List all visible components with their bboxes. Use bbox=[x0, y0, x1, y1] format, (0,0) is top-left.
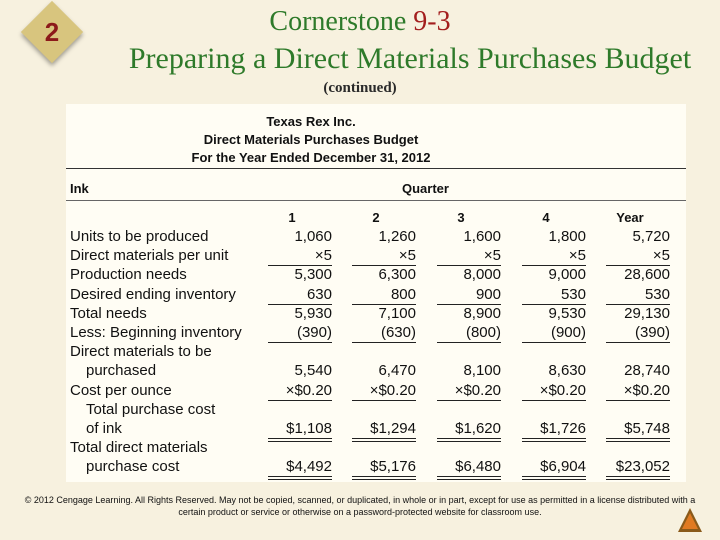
slide-title bbox=[0, 6, 720, 38]
row-label: Direct materials per unit bbox=[70, 247, 229, 265]
row-label: Direct materials to be bbox=[70, 343, 212, 361]
table-cell: $23,052 bbox=[615, 458, 670, 476]
table-cell: $5,176 bbox=[370, 458, 416, 476]
copyright-notice: © 2012 Cengage Learning. All Rights Reserved. May not be copied, scanned, or duplicated, in whole or in part, except for use as permitted in a license distributed with a certain product or service or otherwise on a password-protected website for classroom use. bbox=[24, 495, 696, 517]
table-cell: 530 bbox=[644, 285, 670, 303]
row-label: Cost per ounce bbox=[70, 381, 172, 399]
cell-underline bbox=[522, 476, 586, 477]
table-cell: $6,480 bbox=[455, 458, 501, 476]
table-cell: 8,100 bbox=[463, 362, 501, 380]
table-cell: 29,130 bbox=[624, 304, 670, 322]
table-cell: 28,740 bbox=[624, 362, 670, 380]
cell-underline bbox=[437, 400, 501, 401]
column-header: 4 bbox=[542, 210, 550, 225]
table-cell: (390) bbox=[634, 324, 670, 341]
cell-underline bbox=[606, 441, 670, 442]
row-label: Units to be produced bbox=[70, 228, 209, 245]
subheader-rule bbox=[66, 200, 686, 201]
material-label: Ink bbox=[70, 181, 89, 196]
table-cell: $5,748 bbox=[624, 420, 670, 437]
report-period: For the Year Ended December 31, 2012 bbox=[191, 150, 431, 165]
slide-subtitle: Preparing a Direct Materials Purchases Budget bbox=[128, 42, 692, 75]
table-cell: $1,294 bbox=[370, 420, 416, 437]
row-label: purchased bbox=[86, 362, 157, 380]
table-cell: 6,470 bbox=[378, 362, 416, 380]
row-label: Total needs bbox=[70, 304, 147, 322]
table-cell: ×5 bbox=[483, 247, 501, 265]
cell-underline bbox=[268, 342, 332, 343]
title-prefix: Cornerstone bbox=[269, 6, 407, 37]
cell-underline bbox=[606, 476, 670, 477]
table-cell: 8,000 bbox=[463, 266, 501, 284]
table-cell: ×$0.20 bbox=[623, 381, 670, 399]
table-cell: 28,600 bbox=[624, 266, 670, 284]
table-cell: (900) bbox=[550, 324, 586, 341]
row-label: Desired ending inventory bbox=[70, 285, 236, 303]
table-cell: $1,726 bbox=[540, 420, 586, 437]
budget-panel bbox=[66, 104, 686, 482]
column-header: 2 bbox=[372, 210, 380, 225]
cell-underline bbox=[268, 438, 332, 439]
cell-underline bbox=[268, 476, 332, 477]
cell-underline bbox=[352, 342, 416, 343]
cell-underline bbox=[522, 438, 586, 439]
table-cell: 8,630 bbox=[548, 362, 586, 380]
table-cell: $1,620 bbox=[455, 420, 501, 437]
cell-underline bbox=[522, 441, 586, 442]
table-cell: ×$0.20 bbox=[369, 381, 416, 399]
row-label: of ink bbox=[86, 420, 122, 437]
continued-label: (continued) bbox=[323, 80, 397, 96]
table-cell: 9,530 bbox=[548, 304, 586, 322]
table-cell: 1,060 bbox=[294, 228, 332, 245]
table-cell: 5,300 bbox=[294, 266, 332, 284]
table-cell: (630) bbox=[380, 324, 416, 341]
cell-underline bbox=[268, 479, 332, 480]
table-cell: 5,540 bbox=[294, 362, 332, 380]
table-cell: $6,904 bbox=[540, 458, 586, 476]
cell-underline bbox=[352, 441, 416, 442]
table-cell: ×5 bbox=[314, 247, 332, 265]
chapter-number: 2 bbox=[44, 16, 60, 47]
header-rule bbox=[66, 168, 686, 169]
table-cell: 8,900 bbox=[463, 304, 501, 322]
cell-underline bbox=[352, 476, 416, 477]
table-cell: (390) bbox=[296, 324, 332, 341]
cell-underline bbox=[437, 438, 501, 439]
report-name: Direct Materials Purchases Budget bbox=[203, 132, 419, 147]
table-cell: 630 bbox=[306, 285, 332, 303]
table-cell: 1,800 bbox=[548, 228, 586, 245]
row-label: Total direct materials bbox=[70, 439, 208, 457]
table-cell: (800) bbox=[465, 324, 501, 341]
table-cell: ×$0.20 bbox=[539, 381, 586, 399]
cell-underline bbox=[352, 479, 416, 480]
table-cell: 530 bbox=[560, 285, 586, 303]
table-cell: 1,600 bbox=[463, 228, 501, 245]
table-cell: ×5 bbox=[652, 247, 670, 265]
column-header: 1 bbox=[288, 210, 296, 225]
table-cell: $1,108 bbox=[286, 420, 332, 437]
cell-underline bbox=[268, 400, 332, 401]
table-cell: 5,930 bbox=[294, 304, 332, 322]
cell-underline bbox=[606, 342, 670, 343]
company-name: Texas Rex Inc. bbox=[266, 114, 356, 129]
table-cell: ×$0.20 bbox=[285, 381, 332, 399]
cell-underline bbox=[606, 438, 670, 439]
row-label: Less: Beginning inventory bbox=[70, 324, 242, 341]
title-number: 9-3 bbox=[413, 6, 451, 37]
cell-underline bbox=[522, 479, 586, 480]
table-cell: 1,260 bbox=[378, 228, 416, 245]
quarter-header: Quarter bbox=[402, 181, 449, 196]
row-label: Total purchase cost bbox=[86, 400, 216, 418]
table-cell: 6,300 bbox=[378, 266, 416, 284]
cell-underline bbox=[522, 400, 586, 401]
cell-underline bbox=[522, 342, 586, 343]
next-arrow-icon[interactable] bbox=[676, 506, 704, 534]
cell-underline bbox=[606, 400, 670, 401]
column-header: 3 bbox=[457, 210, 465, 225]
table-cell: ×5 bbox=[398, 247, 416, 265]
column-header: Year bbox=[616, 210, 644, 225]
table-cell: 800 bbox=[390, 285, 416, 303]
cell-underline bbox=[352, 400, 416, 401]
cell-underline bbox=[437, 476, 501, 477]
cell-underline bbox=[268, 441, 332, 442]
cell-underline bbox=[352, 438, 416, 439]
table-cell: $4,492 bbox=[286, 458, 332, 476]
table-cell: 900 bbox=[475, 285, 501, 303]
table-cell: 5,720 bbox=[632, 228, 670, 245]
table-cell: ×5 bbox=[568, 247, 586, 265]
row-label: Production needs bbox=[70, 266, 187, 284]
table-cell: 9,000 bbox=[548, 266, 586, 284]
cell-underline bbox=[437, 441, 501, 442]
row-label: purchase cost bbox=[86, 458, 180, 476]
cell-underline bbox=[606, 479, 670, 480]
cell-underline bbox=[437, 479, 501, 480]
cell-underline bbox=[437, 342, 501, 343]
table-cell: ×$0.20 bbox=[454, 381, 501, 399]
table-cell: 7,100 bbox=[378, 304, 416, 322]
